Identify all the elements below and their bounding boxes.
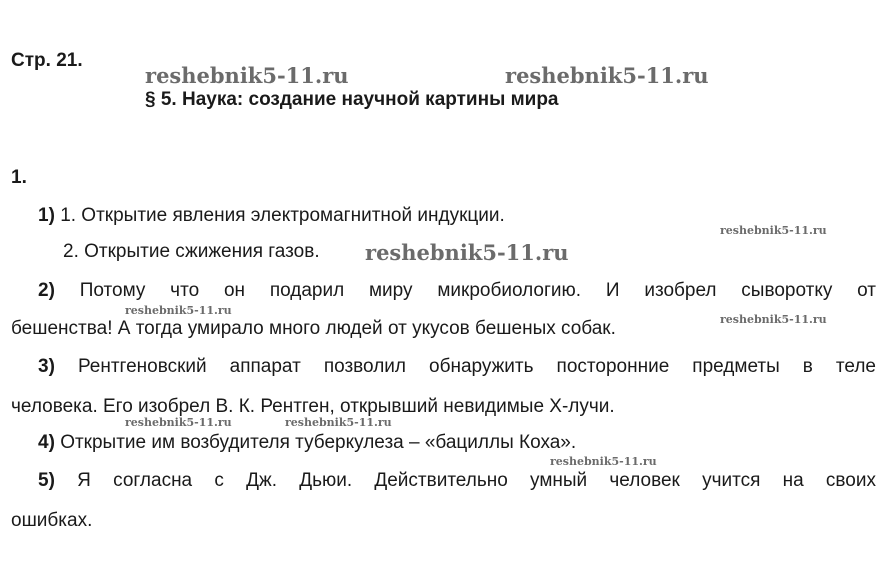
answer-2-line-1: [38, 279, 876, 303]
section-title: § 5. Наука: создание научной картины мира: [145, 89, 559, 110]
answer-4-number: 4): [38, 432, 55, 453]
page-reference: Стр. 21.: [11, 50, 83, 71]
answer-4-text: Открытие им возбудителя туберкулеза – «бациллы Коха».: [60, 432, 577, 453]
answer-2-number: 2): [38, 280, 55, 301]
answer-1-number: 1): [38, 205, 55, 226]
watermark: reshebnik5-11.ru: [285, 416, 392, 429]
question-number: 1.: [11, 167, 27, 188]
watermark: reshebnik5-11.ru: [720, 224, 827, 237]
watermark: reshebnik5-11.ru: [550, 455, 657, 468]
answer-1-item-2: 2. Открытие сжижения газов.: [63, 241, 320, 262]
answer-3-line-2: человека. Его изобрел В. К. Рентген, открывший невидимые Х-лучи.: [11, 396, 615, 417]
watermark: reshebnik5-11.ru: [505, 63, 709, 88]
answer-3-number: 3): [38, 356, 55, 377]
answer-2-line-2: бешенства! А тогда умирало много людей от укусов бешеных собак.: [11, 318, 616, 339]
watermark: reshebnik5-11.ru: [365, 240, 569, 265]
watermark: reshebnik5-11.ru: [125, 304, 232, 317]
answer-3-line-1: [38, 355, 876, 379]
answer-5-text-1: Я согласна с Дж. Дьюи. Действительно умный человек учится на своих: [77, 470, 876, 491]
answer-5-number: 5): [38, 470, 55, 491]
answer-4-line: [38, 431, 576, 455]
answer-1-item-1-line: [38, 204, 505, 228]
answer-3-text-1: Рентгеновский аппарат позволил обнаружить посторонние предметы в теле: [77, 356, 876, 377]
answer-5-line-1: [38, 469, 876, 493]
watermark: reshebnik5-11.ru: [125, 416, 232, 429]
watermark: reshebnik5-11.ru: [145, 63, 349, 88]
watermark: reshebnik5-11.ru: [720, 313, 827, 326]
answer-5-line-2: ошибках.: [11, 510, 93, 531]
answer-1-item-1: 1. Открытие явления электромагнитной индукции.: [60, 205, 505, 226]
answer-2-text-1: Потому что он подарил миру микробиологию. И изобрел сыворотку от: [79, 280, 877, 301]
